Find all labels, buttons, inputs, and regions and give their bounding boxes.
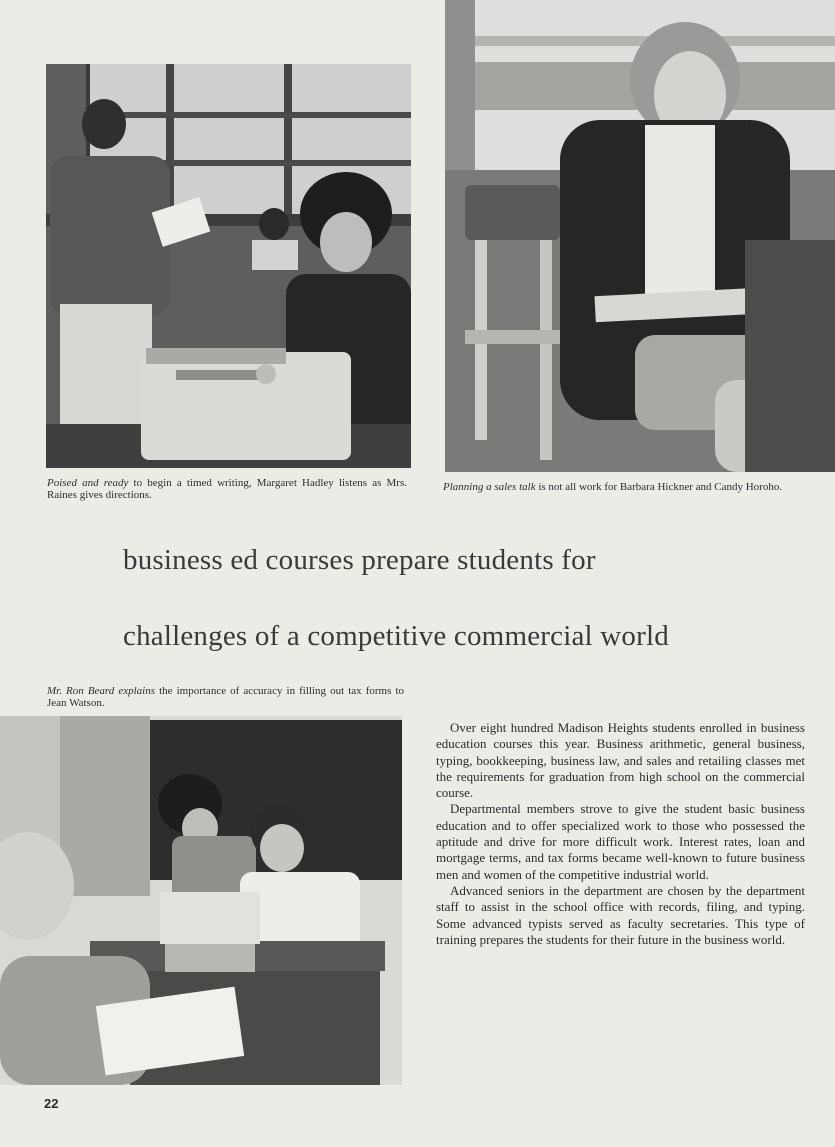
caption-text: is not all work for Barbara Hickner and Candy Horoho. xyxy=(535,481,783,493)
caption-text: the importance of accuracy in filling out tax forms to Jean Watson. xyxy=(47,685,405,709)
caption-typing-class xyxy=(47,478,407,501)
body-paragraph: Departmental members strove to give the student basic business education and to offer specialized work to those who possessed the aptitude and drive for more difficult work. Interest rates, loan and mortgage terms, and tax forms became well-known to future business men and women of the competitive industrial world. xyxy=(436,801,805,882)
photo-typing-class xyxy=(46,64,411,468)
page-number: 22 xyxy=(44,1096,59,1111)
photo-sales-talk xyxy=(445,0,835,472)
caption-sales-talk xyxy=(443,482,815,494)
article-body xyxy=(436,720,805,948)
body-paragraph: Over eight hundred Madison Heights students enrolled in business education courses this year. Business arithmetic, general business, typing, bookkeeping, business law, and sales and retailing classes met the requirements for graduation from high school on the commercial course. xyxy=(436,720,805,801)
caption-text: to begin a timed writing, Margaret Hadley listens as Mrs. Raines gives directions. xyxy=(47,477,407,501)
body-paragraph: Advanced seniors in the department are chosen by the department staff to assist in the school office with records, filing, and typing. Some advanced typists served as faculty secretaries. This type of training prepares the students for their future in the business world. xyxy=(436,882,805,947)
headline-line-1: business ed courses prepare students for xyxy=(123,544,596,576)
caption-lead: Mr. Ron Beard explains xyxy=(47,685,156,697)
caption-lead: Planning a sales talk xyxy=(443,481,536,493)
photo-sales-talk-image xyxy=(445,0,835,472)
photo-tax-forms xyxy=(0,716,402,1085)
caption-tax-forms xyxy=(47,686,404,709)
caption-lead: Poised and ready xyxy=(47,477,129,489)
photo-tax-forms-image xyxy=(0,716,402,1085)
photo-typing-class-image xyxy=(46,64,411,468)
headline-line-2: challenges of a competitive commercial world xyxy=(123,620,669,652)
